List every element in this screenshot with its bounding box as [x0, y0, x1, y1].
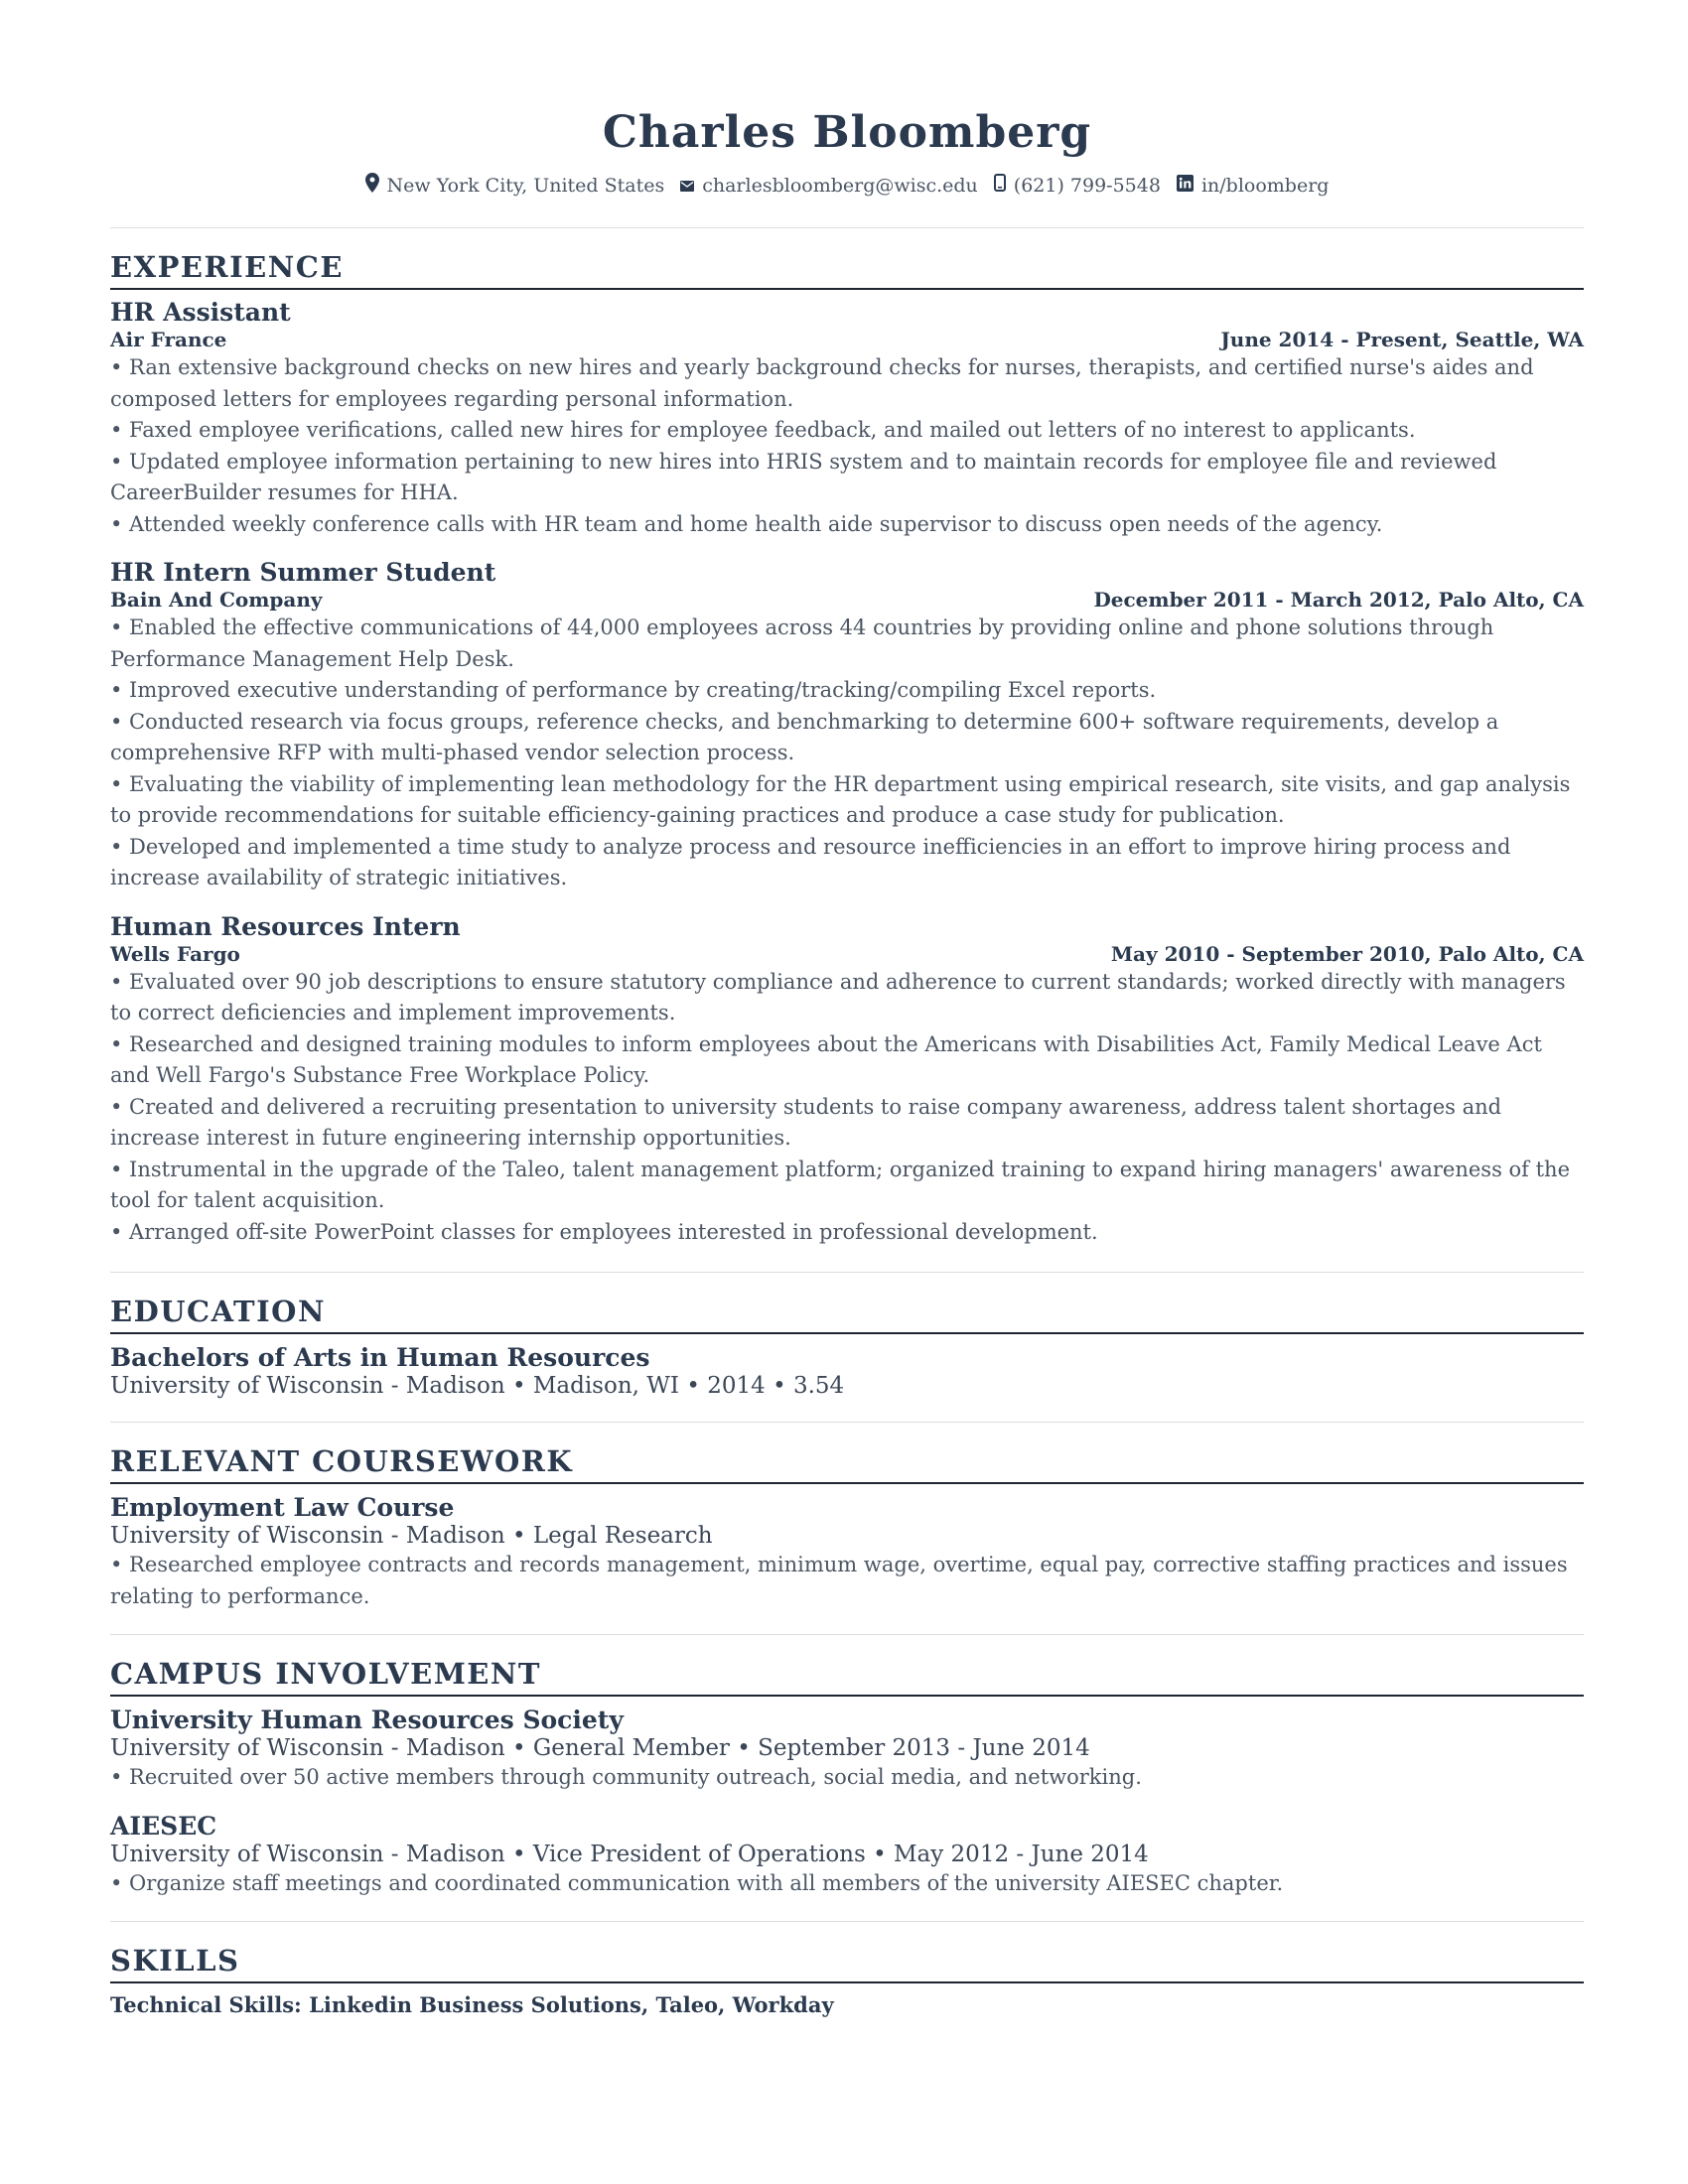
course-bullet: • Researched employee contracts and records management, minimum wage, overtime, equal pay, corrective staffing practices and issues relating to performance. — [110, 1553, 1568, 1608]
linkedin-text[interactable]: in/bloomberg — [1200, 174, 1330, 197]
contact-phone[interactable] — [994, 174, 1161, 197]
education-location: Madison, WI — [532, 1373, 679, 1399]
course-school: University of Wisconsin - Madison — [110, 1523, 505, 1549]
separator-dot — [686, 1373, 700, 1399]
job-role: HR Assistant — [110, 298, 291, 327]
skills-label: Technical Skills: — [110, 1992, 302, 2017]
job-role: HR Intern Summer Student — [110, 558, 496, 587]
job-bullet: • Updated employee information pertaining to new hires into HRIS system and to maintain records for employee file and reviewed CareerBuilder resumes for HHA. — [110, 449, 1497, 504]
job-bullet: • Attended weekly conference calls with HR team and home health aide supervisor to discuss open needs of the agency. — [110, 511, 1383, 536]
education-gpa: 3.54 — [792, 1373, 845, 1399]
coursework-heading: RELEVANT COURSEWORK — [110, 1444, 574, 1478]
campus-school: University of Wisconsin - Madison — [110, 1735, 505, 1761]
education-year: 2014 — [707, 1373, 766, 1399]
job-bullet: • Improved executive understanding of performance by creating/tracking/compiling Excel reports. — [110, 678, 1157, 702]
job-bullet: • Created and delivered a recruiting presentation to university students to raise company awareness, address talent shortages and increase interest in future engineering internship opportunities. — [110, 1094, 1502, 1150]
campus-role: Vice President of Operations — [532, 1841, 866, 1867]
separator-dot — [512, 1523, 526, 1549]
campus-meta — [110, 1841, 1584, 1868]
separator-dot — [512, 1735, 526, 1761]
divider — [110, 1634, 1584, 1635]
campus-role: General Member — [532, 1735, 730, 1761]
job-bullet: • Ran extensive background checks on new hires and yearly background checks for nurses, therapists, and certified nurse's aides and composed letters for employees regarding personal information. — [110, 355, 1534, 411]
section-rule — [110, 1332, 1584, 1334]
job-company: Bain And Company — [110, 588, 323, 612]
separator-dot — [773, 1373, 786, 1399]
location-text: New York City, United States — [386, 174, 665, 197]
section-rule — [110, 1981, 1584, 1983]
job-company: Air France — [110, 328, 227, 351]
campus-bullet: • Recruited over 50 active members through community outreach, social media, and networking. — [110, 1765, 1142, 1789]
job-bullet: • Enabled the effective communications of 44,000 employees across 44 countries by providing online and phone solutions through Performance Management Help Desk. — [110, 615, 1494, 671]
education-meta — [110, 1372, 1584, 1400]
job-entry — [110, 558, 1584, 894]
divider — [110, 1422, 1584, 1423]
linkedin-icon — [1177, 175, 1194, 197]
campus-org: University Human Resources Society — [110, 1706, 624, 1734]
course-meta — [110, 1522, 1584, 1550]
section-rule — [110, 1482, 1584, 1484]
job-bullet: • Arranged off-site PowerPoint classes for employees interested in professional development. — [110, 1219, 1098, 1244]
job-meta — [110, 327, 1584, 352]
divider — [110, 1921, 1584, 1922]
skills-line — [110, 1991, 1584, 2019]
job-meta — [110, 587, 1584, 613]
job-bullet: • Faxed employee verifications, called new hires for employee feedback, and mailed out letters of no interest to applicants. — [110, 418, 1416, 442]
email-icon — [680, 175, 694, 197]
education-entry — [110, 1343, 1584, 1400]
job-bullet: • Evaluating the viability of implementing lean methodology for the HR department using empirical research, site visits, and gap analysis to provide recommendations for suitable efficiency-gaining practices and produce a case study for publication. — [110, 771, 1571, 827]
separator-dot — [873, 1842, 887, 1867]
section-rule — [110, 288, 1584, 290]
skills-value: Linkedin Business Solutions, Taleo, Workday — [309, 1992, 834, 2017]
campus-dates: September 2013 - June 2014 — [758, 1735, 1090, 1761]
job-bullet: • Conducted research via focus groups, reference checks, and benchmarking to determine 600+ software requirements, develop a comprehensive RFP with multi-phased vendor selection process. — [110, 709, 1499, 764]
job-meta — [110, 941, 1584, 967]
degree-title: Bachelors of Arts in Human Resources — [110, 1343, 650, 1372]
divider — [110, 227, 1584, 228]
job-bullet: • Evaluated over 90 job descriptions to ensure statutory compliance and adherence to current standards; worked directly with managers to correct deficiencies and implement improvements. — [110, 969, 1566, 1024]
education-school: University of Wisconsin - Madison — [110, 1373, 505, 1399]
separator-dot — [512, 1842, 526, 1867]
education-heading: EDUCATION — [110, 1295, 326, 1328]
job-role: Human Resources Intern — [110, 911, 461, 941]
separator-dot — [737, 1735, 751, 1761]
email-text[interactable]: charlesbloomberg@wisc.edu — [702, 174, 978, 197]
job-dates: June 2014 - Present, Seattle, WA — [1220, 328, 1584, 351]
job-company: Wells Fargo — [110, 941, 240, 966]
section-rule — [110, 1695, 1584, 1697]
job-dates: December 2011 - March 2012, Palo Alto, CA — [1093, 588, 1584, 612]
phone-icon — [994, 174, 1006, 197]
job-dates: May 2010 - September 2010, Palo Alto, CA — [1110, 941, 1584, 966]
campus-entry — [110, 1706, 1584, 1794]
contact-linkedin[interactable] — [1177, 175, 1330, 197]
skills-section — [110, 1942, 1584, 2019]
contact-location — [365, 173, 665, 198]
campus-heading: CAMPUS INVOLVEMENT — [110, 1657, 541, 1691]
campus-bullet: • Organize staff meetings and coordinated communication with all members of the university AIESEC chapter. — [110, 1870, 1284, 1895]
coursework-entry — [110, 1493, 1584, 1612]
separator-dot — [512, 1373, 526, 1399]
phone-text[interactable]: (621) 799-5548 — [1013, 174, 1161, 197]
location-pin-icon — [365, 173, 379, 198]
job-bullet: • Researched and designed training modules to inform employees about the Americans with Disabilities Act, Family Medical Leave Act and Well Fargo's Substance Free Workplace Policy. — [110, 1031, 1542, 1087]
job-entry — [110, 298, 1584, 540]
course-title: Employment Law Course — [110, 1493, 455, 1522]
experience-heading: EXPERIENCE — [110, 250, 344, 284]
job-bullet: • Developed and implemented a time study to analyze process and resource inefficiencies in an effort to improve hiring process and increase availability of strategic initiatives. — [110, 834, 1511, 889]
candidate-name: Charles Bloomberg — [602, 107, 1092, 158]
divider — [110, 1272, 1584, 1273]
contact-email[interactable] — [680, 175, 978, 197]
experience-section — [110, 248, 1584, 1248]
campus-school: University of Wisconsin - Madison — [110, 1841, 505, 1867]
resume-page — [110, 103, 1584, 2019]
campus-org: AIESEC — [110, 1811, 217, 1841]
job-bullet: • Instrumental in the upgrade of the Taleo, talent management platform; organized training to expand hiring managers' awareness of the tool for talent acquisition. — [110, 1157, 1570, 1212]
skills-heading: SKILLS — [110, 1944, 240, 1978]
job-entry — [110, 912, 1584, 1249]
course-topic: Legal Research — [532, 1523, 713, 1549]
campus-entry — [110, 1812, 1584, 1900]
coursework-section — [110, 1442, 1584, 1612]
contact-bar — [110, 173, 1584, 198]
campus-meta — [110, 1734, 1584, 1762]
campus-section — [110, 1655, 1584, 1899]
campus-dates: May 2012 - June 2014 — [893, 1841, 1149, 1867]
education-section — [110, 1293, 1584, 1400]
